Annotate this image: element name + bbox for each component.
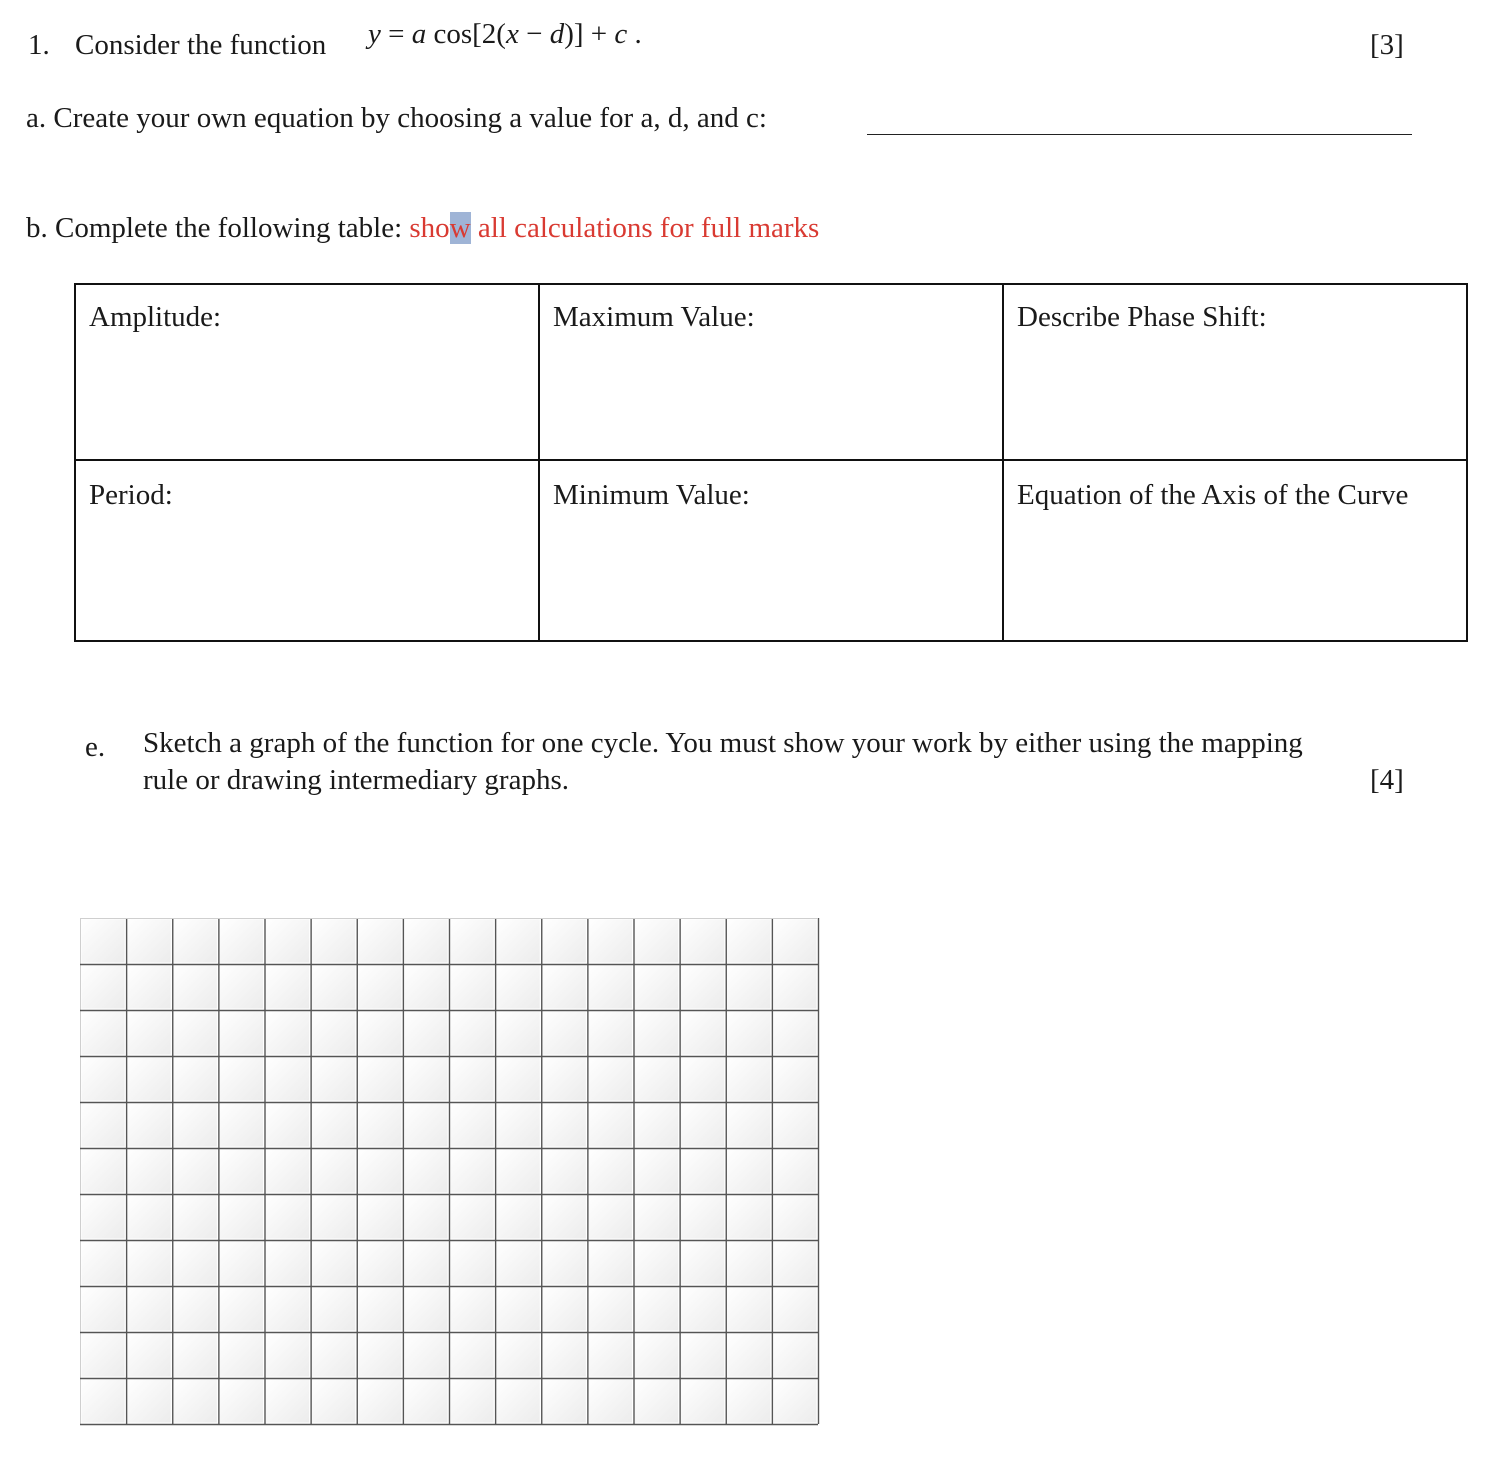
grid-cell [82, 966, 125, 1009]
grid-cell [174, 1242, 217, 1285]
grid-cell [451, 1104, 494, 1147]
grid-cell [128, 1288, 171, 1331]
grid-cell [266, 1058, 309, 1101]
grid-cell [497, 1242, 540, 1285]
grid-cell [681, 1242, 724, 1285]
part-b-prompt [26, 212, 819, 245]
grid-cell [635, 1288, 678, 1331]
grid-cell [404, 1150, 447, 1193]
grid-cell [82, 1104, 125, 1147]
eq-minus: − [518, 18, 550, 50]
grid-cell [681, 1104, 724, 1147]
grid-cell [451, 1012, 494, 1055]
grid-cell [312, 1058, 355, 1101]
grid-cell [404, 920, 447, 963]
grid-cell [128, 1334, 171, 1377]
grid-cell [635, 1058, 678, 1101]
grid-cell [266, 966, 309, 1009]
grid-cell [404, 1288, 447, 1331]
grid-cell [174, 1058, 217, 1101]
grid-cell [358, 1150, 401, 1193]
grid-cell [727, 1058, 770, 1101]
grid-cell [681, 1380, 724, 1423]
grid-cell [681, 966, 724, 1009]
grid-cell [589, 1196, 632, 1239]
grid-cell [497, 1334, 540, 1377]
grid-cell [727, 1012, 770, 1055]
grid-cell [681, 1012, 724, 1055]
grid-cell [174, 1104, 217, 1147]
table-row [75, 460, 1467, 641]
grid-cell [497, 1058, 540, 1101]
part-b-red-2: all calculations for full marks [470, 212, 820, 244]
grid-cell [635, 1334, 678, 1377]
grid-cell [404, 1242, 447, 1285]
part-e-marks: [4] [1370, 764, 1404, 796]
eq-c: c [614, 18, 628, 50]
grid-cell [589, 1012, 632, 1055]
grid-cell [312, 1150, 355, 1193]
grid-cell [497, 1012, 540, 1055]
grid-cell [451, 1150, 494, 1193]
grid-cell [635, 966, 678, 1009]
grid-cell [220, 920, 263, 963]
grid-cell [773, 1242, 816, 1285]
grid-cell [312, 1242, 355, 1285]
grid-cell [727, 1334, 770, 1377]
grid-cell [543, 1058, 586, 1101]
amplitude-cell[interactable]: Amplitude: [75, 284, 539, 460]
grid-cell [312, 1012, 355, 1055]
grid-cell [82, 1242, 125, 1285]
grid-cell [451, 1334, 494, 1377]
grid-cell [404, 1196, 447, 1239]
grid-cell [589, 1242, 632, 1285]
part-a-prompt: a. Create your own equation by choosing a value for a, d, and c: [26, 102, 767, 134]
grid-cell [727, 920, 770, 963]
grid-cell [451, 1058, 494, 1101]
grid-cell [358, 1380, 401, 1423]
eq-close: )] + [564, 18, 615, 50]
grid-cell [589, 966, 632, 1009]
grid-cell [543, 966, 586, 1009]
part-e-line1: Sketch a graph of the function for one cycle. You must show your work by either using the mapping [143, 727, 1303, 759]
phase-shift-cell[interactable]: Describe Phase Shift: [1003, 284, 1467, 460]
grid-cell [727, 1196, 770, 1239]
grid-cell [589, 1380, 632, 1423]
grid-cell [312, 1288, 355, 1331]
grid-cell [543, 920, 586, 963]
grid-cell [128, 1380, 171, 1423]
grid-cell [727, 1150, 770, 1193]
grid-cell [358, 1058, 401, 1101]
part-e-letter: e. [85, 731, 106, 763]
grid-cell [681, 1150, 724, 1193]
grid-cell [543, 1334, 586, 1377]
grid-cell [681, 1196, 724, 1239]
grid-cell [266, 1288, 309, 1331]
grid-cell [82, 1334, 125, 1377]
part-b-red-highlight: w [449, 212, 471, 244]
grid-cell [358, 920, 401, 963]
graph-paper[interactable] [80, 918, 822, 1427]
grid-cell [727, 1242, 770, 1285]
axis-equation-cell[interactable]: Equation of the Axis of the Curve [1003, 460, 1467, 641]
grid-cell [266, 1104, 309, 1147]
minimum-value-cell[interactable]: Minimum Value: [539, 460, 1003, 641]
eq-y: y [368, 18, 381, 50]
grid-cell [220, 1196, 263, 1239]
grid-cell [174, 1334, 217, 1377]
grid-cell [773, 1288, 816, 1331]
grid-cell [635, 1242, 678, 1285]
grid-cell [358, 1288, 401, 1331]
grid-cell [773, 1150, 816, 1193]
grid-cell [773, 1196, 816, 1239]
grid-cell [451, 1288, 494, 1331]
grid-cell [358, 1242, 401, 1285]
answer-table [74, 283, 1468, 642]
grid-cell [312, 1380, 355, 1423]
grid-cell [312, 1104, 355, 1147]
grid-cell [82, 1058, 125, 1101]
grid-cell [128, 1058, 171, 1101]
eq-x: x [505, 18, 519, 50]
grid-cell [497, 920, 540, 963]
grid-cell [589, 1334, 632, 1377]
grid-cell [589, 1104, 632, 1147]
grid-cell [266, 1242, 309, 1285]
grid-cell [543, 1012, 586, 1055]
grid-cell [82, 1380, 125, 1423]
grid-cell [82, 1288, 125, 1331]
grid-cell [451, 920, 494, 963]
part-e-line2: rule or drawing intermediary graphs. [143, 764, 569, 796]
grid-cell [635, 1380, 678, 1423]
grid-cell [358, 1012, 401, 1055]
grid-cell [404, 1380, 447, 1423]
grid-cell [174, 920, 217, 963]
grid-cell [220, 1058, 263, 1101]
grid-cell [174, 1150, 217, 1193]
grid-cell [451, 1196, 494, 1239]
grid-cell [635, 1150, 678, 1193]
grid-cell [128, 1150, 171, 1193]
grid-cell [404, 1334, 447, 1377]
grid-cell [773, 1058, 816, 1101]
grid-cell [451, 966, 494, 1009]
grid-cell [312, 1196, 355, 1239]
grid-cell [451, 1242, 494, 1285]
grid-cell [681, 1288, 724, 1331]
grid-cell [82, 1012, 125, 1055]
grid-cell [773, 966, 816, 1009]
grid-cell [543, 1150, 586, 1193]
grid-cell [82, 1196, 125, 1239]
grid-cell [82, 1150, 125, 1193]
grid-cell [543, 1380, 586, 1423]
grid-cell [497, 966, 540, 1009]
eq-a: a [411, 18, 427, 50]
function-equation [368, 18, 642, 51]
grid-cell [312, 920, 355, 963]
question-number: 1. [28, 29, 50, 61]
question-intro: Consider the function [75, 29, 327, 61]
grid-cell [358, 1196, 401, 1239]
grid-cell [220, 1242, 263, 1285]
grid-cell [82, 920, 125, 963]
grid-cell [266, 1380, 309, 1423]
grid-cell [266, 1334, 309, 1377]
grid-cell [543, 1288, 586, 1331]
part-b-instruction [409, 212, 819, 244]
grid-cell [174, 1380, 217, 1423]
grid-cell [312, 966, 355, 1009]
grid-cell [589, 1150, 632, 1193]
grid-cell [404, 1058, 447, 1101]
grid-cell [727, 1380, 770, 1423]
table-row [75, 284, 1467, 460]
grid-cell [773, 1380, 816, 1423]
grid-cell [174, 1012, 217, 1055]
grid-cell [220, 1380, 263, 1423]
grid-cell [589, 1058, 632, 1101]
grid-cell [773, 920, 816, 963]
grid-cell [312, 1334, 355, 1377]
grid-cell [589, 1288, 632, 1331]
grid-cell [635, 920, 678, 963]
grid-cell [128, 920, 171, 963]
grid-cell [220, 966, 263, 1009]
part-a-answer-line[interactable] [867, 134, 1412, 135]
grid-cell [220, 1288, 263, 1331]
grid-cell [543, 1242, 586, 1285]
grid-cell [543, 1104, 586, 1147]
grid-cell [635, 1012, 678, 1055]
grid-cell [497, 1196, 540, 1239]
grid-cell [497, 1288, 540, 1331]
grid-cell [773, 1104, 816, 1147]
grid-cell [497, 1380, 540, 1423]
grid-cell [773, 1334, 816, 1377]
grid-cell [128, 1196, 171, 1239]
grid-cell [266, 1196, 309, 1239]
question-marks: [3] [1370, 29, 1404, 61]
grid-cell [220, 1334, 263, 1377]
grid-cell [404, 1104, 447, 1147]
grid-cell [497, 1150, 540, 1193]
grid-cell [681, 1334, 724, 1377]
eq-trail: . [627, 18, 642, 50]
grid-cell [220, 1012, 263, 1055]
grid-cell [773, 1012, 816, 1055]
grid-cell [404, 966, 447, 1009]
eq-cos: cos[2( [426, 18, 506, 50]
grid-cell [727, 1104, 770, 1147]
grid-cell [681, 1058, 724, 1101]
grid-cell [543, 1196, 586, 1239]
grid-cell [174, 966, 217, 1009]
grid-cell [128, 1012, 171, 1055]
part-b-red-1: sho [409, 212, 450, 244]
grid-cell [358, 1334, 401, 1377]
maximum-value-cell[interactable]: Maximum Value: [539, 284, 1003, 460]
part-b-text: b. Complete the following table: [26, 212, 410, 244]
grid-cell [635, 1196, 678, 1239]
grid-cell [266, 1150, 309, 1193]
grid-cell [220, 1104, 263, 1147]
grid-cell [174, 1196, 217, 1239]
grid-cell [358, 966, 401, 1009]
grid-cell [358, 1104, 401, 1147]
grid-cell [266, 920, 309, 963]
grid-cell [635, 1104, 678, 1147]
eq-d: d [549, 18, 565, 50]
grid-cell [681, 920, 724, 963]
grid-cell [404, 1012, 447, 1055]
grid-cell [128, 966, 171, 1009]
grid-cell [128, 1242, 171, 1285]
grid-cell [174, 1288, 217, 1331]
period-cell[interactable]: Period: [75, 460, 539, 641]
grid-cell [451, 1380, 494, 1423]
grid-cell [589, 920, 632, 963]
grid-cell [727, 966, 770, 1009]
grid-cell [266, 1012, 309, 1055]
grid-cell [128, 1104, 171, 1147]
grid-cell [497, 1104, 540, 1147]
eq-equals: = [380, 18, 412, 50]
grid-cell [727, 1288, 770, 1331]
grid-cell [220, 1150, 263, 1193]
